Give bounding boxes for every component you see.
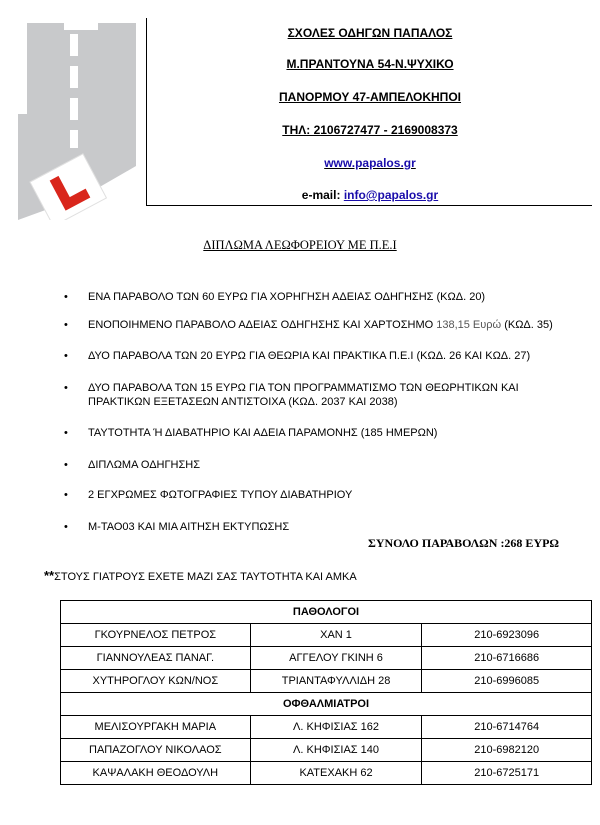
bullet-icon: • — [64, 459, 68, 471]
requirement-text: ΕΝΑ ΠΑΡΑΒΟΛΟ ΤΩΝ 60 ΕΥΡΩ ΓΙΑ ΧΟΡΗΓΗΣΗ ΑΔΕΙΑΣ ΟΔΗΓΗΣΗΣ (ΚΩΔ. 20) — [88, 291, 486, 303]
section-row — [61, 693, 592, 716]
doctor-name: ΠΑΠΑΖΟΓΛΟΥ ΝΙΚΟΛΑΟΣ — [61, 739, 251, 762]
note-marker: ** — [44, 568, 55, 583]
table-row — [61, 647, 592, 670]
address-line-1: Μ.ΠΡΑΝΤΟΥΝΑ 54-Ν.ΨΥΧΙΚΟ — [286, 57, 454, 71]
requirement-text: 2 ΕΓΧΡΩΜΕΣ ΦΩΤΟΓΡΑΦΙΕΣ ΤΥΠΟΥ ΔΙΑΒΑΤΗΡΙΟΥ — [88, 489, 353, 501]
doctors-table — [60, 600, 592, 785]
doctor-phone: 210-6996085 — [422, 670, 592, 693]
website-row — [147, 156, 593, 170]
doctor-address: ΑΓΓΕΛΟΥ ΓΚΙΝΗ 6 — [250, 647, 422, 670]
requirement-text: Μ-ΤΑΟ03 ΚΑΙ ΜΙΑ ΑΙΤΗΣΗ ΕΚΤΥΠΩΣΗΣ — [88, 521, 290, 533]
bullet-icon: • — [64, 382, 68, 394]
phone-line: ΤΗΛ: 2106727477 - 2169008373 — [282, 123, 458, 137]
email-link[interactable]: info@papalos.gr — [343, 188, 439, 202]
school-name: ΣΧΟΛΕΣ ΟΔΗΓΩΝ ΠΑΠΑΛΟΣ — [287, 26, 453, 40]
doctor-name: ΧΥΤΗΡΟΓΛΟΥ ΚΩΝ/ΝΟΣ — [61, 670, 251, 693]
doctors-note — [44, 568, 357, 583]
section-row — [61, 601, 592, 624]
doctor-name: ΜΕΛΙΣΟΥΡΓΑΚΗ ΜΑΡΙΑ — [61, 716, 251, 739]
doctor-phone: 210-6714764 — [422, 716, 592, 739]
bullet-icon: • — [64, 427, 68, 439]
road-l-plate-icon — [18, 14, 136, 220]
fee-amount: 138,15 Ευρώ — [436, 319, 502, 331]
document-title: ΔΙΠΛΩΜΑ ΛΕΩΦΟΡΕΙΟΥ ΜΕ Π.Ε.Ι — [203, 238, 397, 252]
table-row — [61, 739, 592, 762]
section-heading-ophthalmologists: ΟΦΘΑΛΜΙΑΤΡΟΙ — [61, 693, 592, 716]
requirement-text: ΔΙΠΛΩΜΑ ΟΔΗΓΗΣΗΣ — [88, 459, 201, 471]
doctor-address: ΚΑΤΕΧΑΚΗ 62 — [250, 762, 422, 785]
email-label: e-mail: — [301, 188, 344, 202]
doctor-address: ΧΑΝ 1 — [250, 624, 422, 647]
bullet-icon: • — [64, 291, 68, 303]
bullet-icon: • — [64, 350, 68, 362]
table-row — [61, 762, 592, 785]
requirement-text: ΤΑΥΤΟΤΗΤΑ Ή ΔΙΑΒΑΤΗΡΙΟ ΚΑΙ ΑΔΕΙΑ ΠΑΡΑΜΟΝΗΣ (185 ΗΜΕΡΩΝ) — [88, 427, 438, 439]
website-link[interactable]: www.papalos.gr — [324, 156, 416, 170]
email-row — [147, 188, 593, 202]
table-row — [61, 716, 592, 739]
requirement-text: ΔΥΟ ΠΑΡΑΒΟΛΑ ΤΩΝ 20 ΕΥΡΩ ΓΙΑ ΘΕΩΡΙΑ ΚΑΙ ΠΡΑΚΤΙΚΑ Π.Ε.Ι (ΚΩΔ. 26 ΚΑΙ ΚΩΔ. 27) — [88, 350, 531, 362]
contact-header-box — [146, 18, 592, 206]
doctor-name: ΓΙΑΝΝΟΥΛΕΑΣ ΠΑΝΑΓ. — [61, 647, 251, 670]
driving-school-logo — [18, 14, 136, 220]
table-row — [61, 670, 592, 693]
fees-total: ΣΥΝΟΛΟ ΠΑΡΑΒΟΛΩΝ :268 ΕΥΡΩ — [368, 536, 560, 550]
bullet-icon: • — [64, 521, 68, 533]
doctor-name: ΚΑΨΑΛΑΚΗ ΘΕΟΔΟΥΛΗ — [61, 762, 251, 785]
note-text: ΣΤΟΥΣ ΓΙΑΤΡΟΥΣ ΕΧΕΤΕ ΜΑΖΙ ΣΑΣ ΤΑΥΤΟΤΗΤΑ ΚΑΙ ΑΜΚΑ — [54, 571, 357, 583]
doctor-phone: 210-6982120 — [422, 739, 592, 762]
doctor-address: Λ. ΚΗΦΙΣΙΑΣ 162 — [250, 716, 422, 739]
doctor-phone: 210-6923096 — [422, 624, 592, 647]
bullet-icon: • — [64, 319, 68, 331]
doctor-phone: 210-6725171 — [422, 762, 592, 785]
section-heading-pathologists: ΠΑΘΟΛΟΓΟΙ — [61, 601, 592, 624]
doctor-address: Λ. ΚΗΦΙΣΙΑΣ 140 — [250, 739, 422, 762]
doctor-name: ΓΚΟΥΡΝΕΛΟΣ ΠΕΤΡΟΣ — [61, 624, 251, 647]
table-row — [61, 624, 592, 647]
requirement-text: ΕΝΟΠΟΙΗΜΕΝΟ ΠΑΡΑΒΟΛΟ ΑΔΕΙΑΣ ΟΔΗΓΗΣΗΣ ΚΑΙ ΧΑΡΤΟΣΗΜΟ 138,15 Ευρώ (ΚΩΔ. 35) — [88, 319, 553, 331]
doctor-address: ΤΡΙΑΝΤΑΦΥΛΛΙΔΗ 28 — [250, 670, 422, 693]
requirement-text: ΔΥΟ ΠΑΡΑΒΟΛΑ ΤΩΝ 15 ΕΥΡΩ ΓΙΑ ΤΟΝ ΠΡΟΓΡΑΜΜΑΤΙΣΜΟ ΤΩΝ ΘΕΩΡΗΤΙΚΩΝ ΚΑΙ ΠΡΑΚΤΙΚΩΝ ΕΞΕΤΑΣΕΩΝ ΑΝΤΙΣΤΟΙΧΑ (ΚΩΔ. 2037 ΚΑΙ 2038) — [88, 382, 519, 408]
bullet-icon: • — [64, 489, 68, 501]
address-line-2: ΠΑΝΟΡΜΟΥ 47-ΑΜΠΕΛΟΚΗΠΟΙ — [278, 90, 462, 104]
doctor-phone: 210-6716686 — [422, 647, 592, 670]
